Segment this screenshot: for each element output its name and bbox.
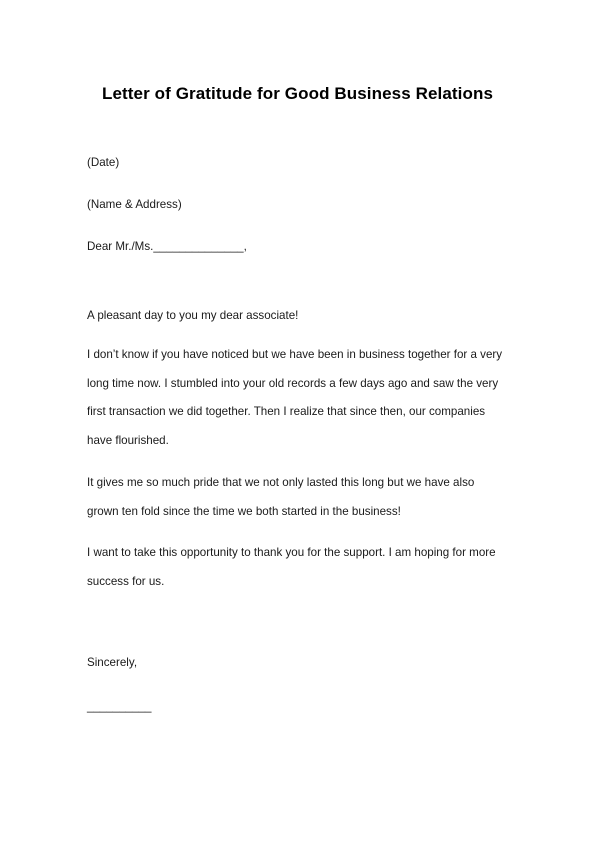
paragraph-3-line: success for us. [87, 574, 165, 588]
paragraph-1 [87, 341, 507, 455]
paragraph-1-line: have flourished. [87, 433, 169, 447]
closing: Sincerely, [87, 656, 138, 669]
paragraph-2-line: grown ten fold since the time we both started in the business! [87, 504, 401, 518]
paragraph-3 [87, 539, 507, 596]
paragraph-1-line: I don’t know if you have noticed but we have been in business together for a very [87, 348, 503, 361]
salutation: Dear Mr./Ms.______________, [87, 240, 247, 253]
date-placeholder: (Date) [87, 156, 120, 169]
paragraph-3-line: I want to take this opportunity to thank you for the support. I am hoping for more [87, 546, 496, 559]
greeting: A pleasant day to you my dear associate! [87, 309, 299, 322]
signature-line: __________ [87, 700, 152, 713]
paragraph-2 [87, 469, 507, 526]
name-address-placeholder: (Name & Address) [87, 198, 182, 211]
letter-title: Letter of Gratitude for Good Business Relations [101, 84, 494, 103]
paragraph-1-line: first transaction we did together. Then I realize that since then, our companies [87, 405, 486, 418]
paragraph-2-line: It gives me so much pride that we not only lasted this long but we have also [87, 476, 475, 489]
paragraph-1-line: long time now. I stumbled into your old records a few days ago and saw the very [87, 376, 499, 390]
